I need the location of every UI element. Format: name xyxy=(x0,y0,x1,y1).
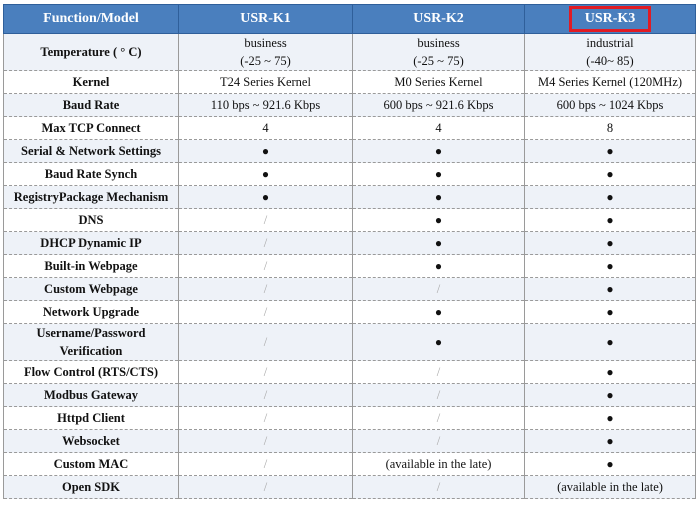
cell-k1-flow-control: / xyxy=(179,361,353,384)
cell-k1-dhcp: / xyxy=(179,232,353,255)
cell-k1-builtin-webpage: / xyxy=(179,255,353,278)
cell-k3-httpd-client: ● xyxy=(525,407,696,430)
cell-k2-websocket: / xyxy=(353,430,525,453)
cell-k1-serial-network: ● xyxy=(179,140,353,163)
row-label-username-password xyxy=(4,324,179,361)
cell-k1-registry: ● xyxy=(179,186,353,209)
cell-k3-open-sdk: (available in the late) xyxy=(525,476,696,499)
cell-k2-max-tcp: 4 xyxy=(353,117,525,140)
row-label-custom-mac: Custom MAC xyxy=(4,453,179,476)
row-label-baud-synch: Baud Rate Synch xyxy=(4,163,179,186)
cell-k1-custom-mac: / xyxy=(179,453,353,476)
cell-k1-custom-webpage: / xyxy=(179,278,353,301)
cell-k1-username-password: / xyxy=(179,324,353,361)
cell-k1-baud-rate: 110 bps ~ 921.6 Kbps xyxy=(179,94,353,117)
table-row xyxy=(4,407,696,430)
cell-text: business xyxy=(244,36,287,50)
cell-k3-serial-network: ● xyxy=(525,140,696,163)
table-row xyxy=(4,163,696,186)
cell-text: (-40~ 85) xyxy=(586,54,634,68)
row-label-serial-network: Serial & Network Settings xyxy=(4,140,179,163)
row-label-line: Verification xyxy=(59,344,123,358)
cell-k2-builtin-webpage: ● xyxy=(353,255,525,278)
cell-k1-baud-synch: ● xyxy=(179,163,353,186)
cell-k2-flow-control: / xyxy=(353,361,525,384)
cell-k3-modbus-gateway: ● xyxy=(525,384,696,407)
cell-k2-network-upgrade: ● xyxy=(353,301,525,324)
row-label-flow-control: Flow Control (RTS/CTS) xyxy=(4,361,179,384)
row-label-line: Username/Password xyxy=(36,326,146,340)
row-label-dns: DNS xyxy=(4,209,179,232)
header-row xyxy=(4,5,696,34)
cell-k3-baud-rate: 600 bps ~ 1024 Kbps xyxy=(525,94,696,117)
cell-k1-max-tcp: 4 xyxy=(179,117,353,140)
row-label-temperature: Temperature ( ° C) xyxy=(4,34,179,71)
header-usr-k1: USR-K1 xyxy=(179,5,353,34)
cell-k2-serial-network: ● xyxy=(353,140,525,163)
header-function-model: Function/Model xyxy=(4,5,179,34)
cell-k3-baud-synch: ● xyxy=(525,163,696,186)
header-usr-k3 xyxy=(525,5,696,34)
row-label-custom-webpage: Custom Webpage xyxy=(4,278,179,301)
cell-k2-registry: ● xyxy=(353,186,525,209)
row-label-dhcp: DHCP Dynamic IP xyxy=(4,232,179,255)
cell-k3-builtin-webpage: ● xyxy=(525,255,696,278)
cell-text: (-25 ~ 75) xyxy=(413,54,464,68)
cell-text: business xyxy=(417,36,460,50)
cell-k3-custom-mac: ● xyxy=(525,453,696,476)
cell-k2-dns: ● xyxy=(353,209,525,232)
table-row xyxy=(4,430,696,453)
cell-k3-custom-webpage: ● xyxy=(525,278,696,301)
cell-k3-temperature xyxy=(525,34,696,71)
row-label-network-upgrade: Network Upgrade xyxy=(4,301,179,324)
cell-text: (-25 ~ 75) xyxy=(240,54,291,68)
row-label-websocket: Websocket xyxy=(4,430,179,453)
cell-k3-dns: ● xyxy=(525,209,696,232)
cell-text: industrial xyxy=(586,36,634,50)
row-label-httpd-client: Httpd Client xyxy=(4,407,179,430)
row-label-open-sdk: Open SDK xyxy=(4,476,179,499)
table-row xyxy=(4,278,696,301)
cell-k2-baud-synch: ● xyxy=(353,163,525,186)
table-row xyxy=(4,71,696,94)
table-row xyxy=(4,209,696,232)
cell-k2-custom-mac: (available in the late) xyxy=(353,453,525,476)
table-row xyxy=(4,232,696,255)
row-label-registry: RegistryPackage Mechanism xyxy=(4,186,179,209)
table-row xyxy=(4,140,696,163)
table-row xyxy=(4,186,696,209)
row-label-modbus-gateway: Modbus Gateway xyxy=(4,384,179,407)
cell-k1-open-sdk: / xyxy=(179,476,353,499)
table-row xyxy=(4,301,696,324)
cell-k1-httpd-client: / xyxy=(179,407,353,430)
header-usr-k2: USR-K2 xyxy=(353,5,525,34)
table-row xyxy=(4,324,696,361)
table-row xyxy=(4,117,696,140)
cell-k2-baud-rate: 600 bps ~ 921.6 Kbps xyxy=(353,94,525,117)
cell-k3-websocket: ● xyxy=(525,430,696,453)
highlighted-model-label: USR-K3 xyxy=(569,6,652,32)
cell-k1-dns: / xyxy=(179,209,353,232)
row-label-max-tcp: Max TCP Connect xyxy=(4,117,179,140)
table-row xyxy=(4,34,696,71)
cell-k2-username-password: ● xyxy=(353,324,525,361)
table-row xyxy=(4,255,696,278)
row-label-builtin-webpage: Built-in Webpage xyxy=(4,255,179,278)
cell-k2-custom-webpage: / xyxy=(353,278,525,301)
cell-k1-modbus-gateway: / xyxy=(179,384,353,407)
row-label-baud-rate: Baud Rate xyxy=(4,94,179,117)
cell-k2-kernel: M0 Series Kernel xyxy=(353,71,525,94)
cell-k1-kernel: T24 Series Kernel xyxy=(179,71,353,94)
cell-k1-websocket: / xyxy=(179,430,353,453)
table-row xyxy=(4,94,696,117)
cell-k3-username-password: ● xyxy=(525,324,696,361)
table-row xyxy=(4,361,696,384)
table-row xyxy=(4,476,696,499)
cell-k2-modbus-gateway: / xyxy=(353,384,525,407)
table-row xyxy=(4,384,696,407)
cell-k2-dhcp: ● xyxy=(353,232,525,255)
cell-k1-network-upgrade: / xyxy=(179,301,353,324)
comparison-table xyxy=(3,4,696,499)
cell-k3-registry: ● xyxy=(525,186,696,209)
cell-k2-httpd-client: / xyxy=(353,407,525,430)
cell-k3-kernel: M4 Series Kernel (120MHz) xyxy=(525,71,696,94)
cell-k2-open-sdk: / xyxy=(353,476,525,499)
cell-k3-max-tcp: 8 xyxy=(525,117,696,140)
table-row xyxy=(4,453,696,476)
cell-k2-temperature xyxy=(353,34,525,71)
cell-k3-flow-control: ● xyxy=(525,361,696,384)
cell-k3-dhcp: ● xyxy=(525,232,696,255)
row-label-kernel: Kernel xyxy=(4,71,179,94)
cell-k3-network-upgrade: ● xyxy=(525,301,696,324)
cell-k1-temperature xyxy=(179,34,353,71)
